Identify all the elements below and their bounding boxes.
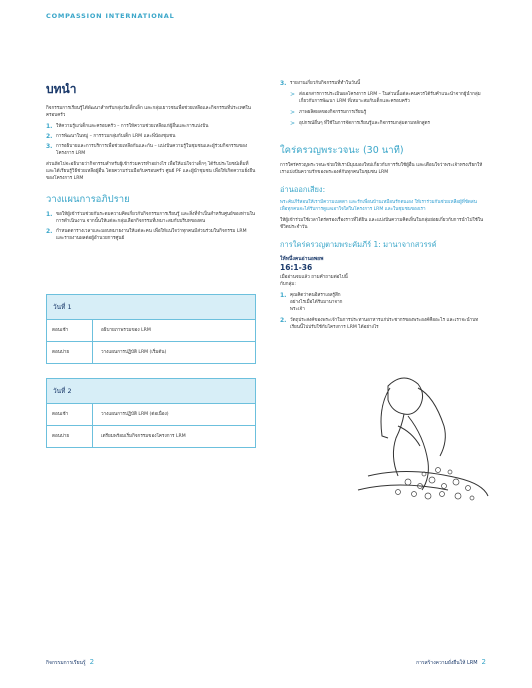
- bullet-item: > ส่งเอกสารการประเมินผลโครงการ LRM – ในส่วนนี้แต่ละคนควรได้รับคำแนะนำจากผู้นำกลุ่มเกี่ยวกับการพัฒนา LRM ที่เหมาะสมกับเด็กและครอบครัว: [290, 91, 481, 104]
- goal-item-1: 1. ให้ความรู้แก่เด็กและครอบครัว – การให้ความช่วยเหลือแก่ผู้อื่นและการแบ่งปัน: [46, 123, 209, 130]
- goal-item-2: 2. การพัฒนาในหมู่ – การรวมกลุ่มกับเด็ก LRM และพี่น้องชุมชน: [46, 133, 176, 140]
- goal-item-3: 3. การอธิบายและการบริการเพื่อช่วยเหลือกันและกัน – แบ่งปันความรู้ในชุมชนและผู้ร่วมกิจกรรมของโครงการ LRM: [46, 143, 248, 156]
- plan-list: [46, 211, 256, 242]
- plan-heading: วางแผนการอภิปราย: [46, 194, 130, 205]
- table-head: วันที่ 2: [47, 379, 255, 404]
- reflection-paragraph: การใคร่ครวญพระวจนะช่วยให้เรามีมุมมองใหม่เกี่ยวกับการรับใช้ผู้อื่น และเตือนใจว่าพระเจ้าทรงเรียกให้เราแบ่งปันความรักของพระองค์กับทุกคนในชุมชน LRM: [280, 163, 483, 175]
- question-list: [280, 292, 348, 313]
- reflection-instructions: ให้ผู้เข้าร่วมใช้เวลาไตร่ตรองเรื่องราวที่ได้ยิน และแบ่งปันความคิดเห็นในกลุ่มย่อยเกี่ยวกับการนำไปใช้ในชีวิตประจำวัน: [280, 218, 484, 230]
- verse-reference: 16:1-36: [280, 263, 313, 272]
- context-paragraph: ส่วนถัดไปจะอธิบายว่ากิจกรรมสำหรับผู้เข้าร่วมควรทำอย่างไร เพื่อให้แน่ใจว่าเด็กๆ ได้รับประโยชน์เต็มที่และได้เรียนรู้วิธีช่วยเหลือผู้อื่น โดยความร่วมมือกับครอบครัว ศูนย์ PF และผู้นำชุมชน เพื่อให้เกิดความยั่งยืนของโครงการ LRM: [46, 162, 256, 181]
- table-head: วันที่ 1: [47, 295, 255, 320]
- report-item-3: 3. รายงานเกี่ยวกับกิจกรรมที่ทำในวันนี้: [280, 80, 361, 87]
- right-column: [280, 80, 485, 335]
- read-aloud-text: พระคัมภีร์สอนให้เรามีความเมตตา และรักเพื่อนบ้านเหมือนรักตนเอง ให้เราร่วมกันช่วยเหลือผู้ที่ขัดสน เพื่อทุกคนจะได้รับการดูแลเอาใจใส่ในโครงการ LRM และในชุมชนของเรา: [280, 200, 477, 212]
- manna-illustration: [348, 366, 498, 506]
- question-list-2: [280, 317, 480, 331]
- footer-right: การสร้างความยั่งยืนให้ LRM 2: [416, 658, 486, 666]
- report-bullets: [280, 91, 485, 127]
- intro-paragraph: กิจกรรมการเรียนรู้ได้พัฒนาสำหรับกลุ่มวัยเด็กเล็ก และกลุ่มเยาวชนเพื่อช่วยเหลือและกิจกรรมที่ประเทศในครอบครัว: [46, 106, 251, 118]
- left-column: [46, 80, 256, 448]
- table-row: ตอนบ่าย วางแผนการปฏิบัติ LRM (เริ่มต้น): [47, 342, 255, 363]
- footer-left: กิจกรรมการเรียนรู้ 2: [46, 658, 95, 666]
- schedule-table-day1: [46, 294, 256, 364]
- bullet-item: > ภาพผลิตผลของกิจกรรมการเรียนรู้: [290, 109, 367, 116]
- reflection-heading: ใคร่ครวญพระวจนะ (30 นาที): [280, 145, 404, 156]
- table-row: ตอนเช้า วางแผนการปฏิบัติ LRM (ต่อเนื่อง): [47, 404, 255, 426]
- table-row: ตอนเช้า อธิบายภาพรวมของ LRM: [47, 320, 255, 342]
- question-item-1: 1. คุณคิดว่าคนอิสราเอลรู้สึกอย่างไรเมื่อได้รับมานาจากพระเจ้า: [280, 292, 343, 312]
- org-header: COMPASSION INTERNATIONAL: [46, 12, 175, 20]
- plan-item-1: 1. ขอให้ผู้เข้าร่วมช่วยกันระดมความคิดเกี่ยวกับกิจกรรมการเรียนรู้ และสิ่งที่จำเป็นสำหรับศูนย์ของท่านในการดำเนินงาน จากนั้นให้แต่ละกลุ่มเลือกกิจกรรมที่เหมาะสมกับบริบทของตน: [46, 211, 255, 224]
- page-title: บทนำ: [46, 82, 77, 96]
- goal-list: [46, 123, 256, 157]
- schedule-table-day2: [46, 378, 256, 448]
- report-list: [280, 80, 485, 87]
- question-item-2: 2. วัตถุประสงค์ของพระเจ้าในการประทานอาหารแก่ประชากรของพระองค์คืออะไร และเราจะนำบทเรียนนี้ไปปรับใช้กับโครงการ LRM ได้อย่างไร: [280, 317, 479, 330]
- scripture-heading: การใคร่ครวญตามพระคัมภีร์ 1: มานาจากสวรรค์: [280, 240, 437, 249]
- verse-intro: เมื่ออ่านจบแล้ว ถามคำถามต่อไปนี้กับกลุ่ม:: [280, 275, 348, 287]
- table-row: ตอนบ่าย เตรียมพร้อมเริ่มกิจกรรมของโครงการ LRM: [47, 426, 255, 447]
- plan-item-2: 2. กำหนดตารางเวลาและมอบหมายงานให้แต่ละคน เพื่อให้แน่ใจว่าทุกคนมีส่วนร่วมในกิจกรรม LRM และรายงานผลต่อผู้อำนวยการศูนย์: [46, 228, 247, 241]
- read-aloud-heading: อ่านออกเสียง:: [280, 185, 326, 194]
- bullet-item: > อุปกรณ์อื่นๆ ที่ใช้ในการจัดการเรียนรู้และกิจกรรมกลุ่มตามหลักสูตร: [290, 120, 431, 127]
- verse-title: ให้หนึ่งคนอ่านอพยพ: [280, 256, 324, 262]
